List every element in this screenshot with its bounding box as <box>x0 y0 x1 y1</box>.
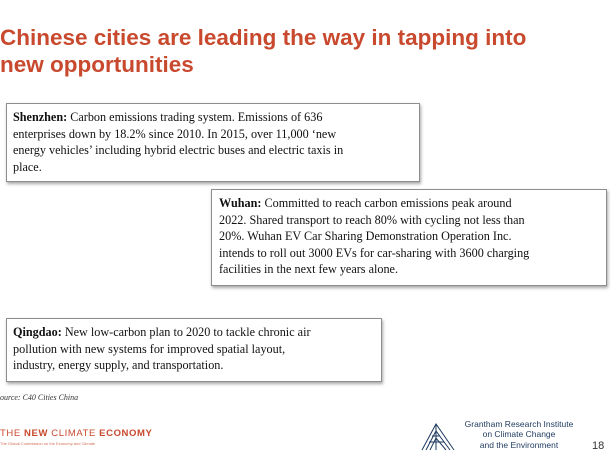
mountain-logo-icon <box>420 420 456 452</box>
grantham-line-1: Grantham Research Institute <box>464 419 574 429</box>
wuhan-line-2: 2022. Shared transport to reach 80% with cycling not less than <box>219 212 525 227</box>
shenzhen-textbox <box>6 103 420 182</box>
qingdao-line-2: pollution with new systems for improved spatial layout, <box>13 341 286 356</box>
shenzhen-text-1: Carbon emissions trading system. Emissions of 636 <box>67 110 323 124</box>
wuhan-line-4: intends to roll out 3000 EVs for car-sharing with 3600 charging <box>219 245 530 260</box>
wuhan-line-3: 20%. Wuhan EV Car Sharing Demonstration Operation Inc. <box>219 229 512 244</box>
grantham-line-2: on Climate Change <box>482 429 556 440</box>
shenzhen-line-3: energy vehicles’ including hybrid electric buses and electric taxis in <box>13 143 344 158</box>
shenzhen-line-4: place. <box>13 159 42 174</box>
grantham-line-3: and the Environment <box>479 439 559 450</box>
new-climate-economy-logo <box>0 428 153 446</box>
qingdao-line-1 <box>13 324 375 341</box>
nce-wordmark: THE NEW CLIMATE ECONOMY <box>0 428 153 439</box>
wuhan-line-1 <box>219 195 599 212</box>
wuhan-line-5: facilities in the next few years alone. <box>219 262 399 277</box>
shenzhen-line-2: enterprises down by 18.2% since 2010. In 2015, over 11,000 ‘new <box>13 126 337 141</box>
wuhan-textbox <box>211 189 607 286</box>
title-line-1: Chinese cities are leading the way in tapping into <box>0 25 527 50</box>
wuhan-text-1: Committed to reach carbon emissions peak around <box>261 196 512 210</box>
source-note: ource: C40 Cities China <box>0 393 79 402</box>
qingdao-city-label: Qingdao: <box>13 325 62 339</box>
slide-title <box>0 24 600 78</box>
wuhan-city-label: Wuhan: <box>219 196 262 210</box>
page-number: 18 <box>592 440 605 452</box>
qingdao-line-3: industry, energy supply, and transportation. <box>13 358 224 373</box>
grantham-institute-logo <box>420 418 580 454</box>
title-line-2: new opportunities <box>0 52 194 77</box>
nce-tagline: The Global Commission on the Economy and Climate <box>0 441 96 446</box>
grantham-text <box>458 419 580 450</box>
qingdao-textbox <box>6 318 382 382</box>
qingdao-text-1: New low-carbon plan to 2020 to tackle chronic air <box>61 325 311 339</box>
shenzhen-city-label: Shenzhen: <box>13 110 68 124</box>
shenzhen-line-1 <box>13 109 413 126</box>
